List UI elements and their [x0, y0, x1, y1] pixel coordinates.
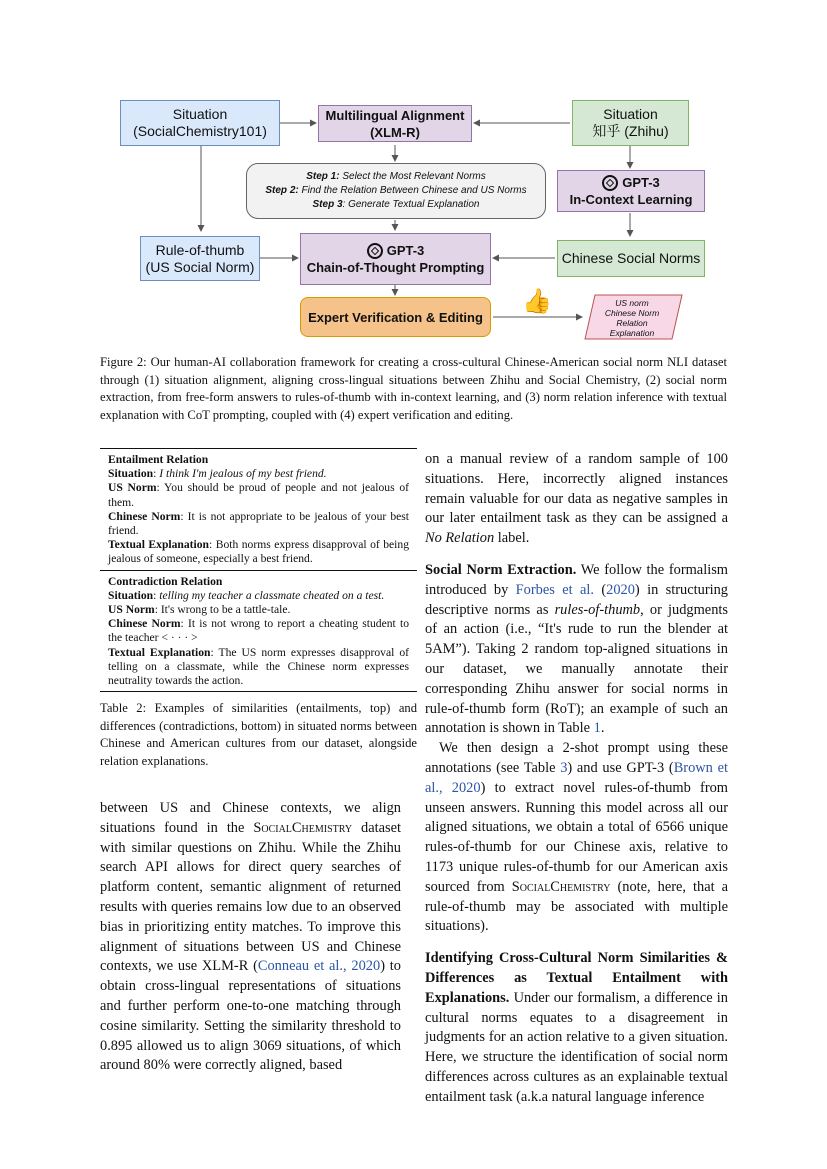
examples-table	[100, 448, 417, 692]
contradiction-cn-norm	[108, 617, 409, 645]
expert-label: Expert Verification & Editing	[308, 309, 483, 325]
right-p1-paren: (	[593, 581, 607, 598]
gpt3-cot-box	[300, 233, 491, 285]
contradiction-exp-text: : The US norm expresses disapproval of telling on a classmate, while the Chinese norm expresses neutrality towards the action.	[108, 645, 410, 688]
output-us-norm: US norm	[615, 298, 649, 308]
contradiction-situation-text: telling my teacher a classmate cheated on a test.	[159, 588, 385, 602]
multilingual-line1: Multilingual Alignment	[325, 107, 465, 123]
left-p1c: ) to obtain cross-lingual representations of situations and further perform one-to-one matching through cosine similarity. Setting the similarity threshold to 0.895 allowed us to align 3069 situations, of which around 80% were correctly aligned, based	[100, 958, 401, 1074]
openai-logo-icon	[602, 175, 618, 191]
rule-of-thumb-line2: (US Social Norm)	[145, 258, 255, 275]
heading-identifying-norms: Identifying Cross-Cultural Norm Similarities & Differences as Textual Entailment with Explanations.	[425, 950, 728, 1006]
gpt3-icl-line2: In-Context Learning	[569, 192, 693, 207]
contradiction-section	[100, 571, 417, 692]
citation-forbes-year[interactable]: 2020	[606, 581, 635, 598]
right-p1-italic: rules-of-thumb	[554, 601, 641, 618]
citation-forbes[interactable]: Forbes et al.	[515, 581, 594, 598]
entailment-section	[100, 449, 417, 570]
entailment-explanation	[108, 538, 409, 566]
entailment-cn-label: Chinese Norm	[108, 509, 181, 523]
openai-logo-icon	[367, 243, 383, 259]
step-1	[306, 170, 486, 184]
contradiction-us-norm	[108, 603, 409, 617]
socialchemistry-name: SocialChemistry	[253, 819, 353, 836]
paragraph-gap	[425, 549, 728, 561]
heading-social-norm-extraction: Social Norm Extraction.	[425, 561, 577, 578]
table-caption: Table 2: Examples of similarities (entailments, top) and differences (contradictions, bottom) in situated norms between Chinese and American cultures from our dataset, alongside relation explanations.	[100, 701, 417, 768]
right-paragraph-0	[425, 450, 728, 549]
left-paragraph	[100, 799, 401, 1076]
right-paragraph-1	[425, 561, 728, 739]
right-p1b: ) in structuring descriptive norms as	[425, 581, 728, 618]
rule-of-thumb-box	[140, 236, 260, 281]
right-p1c: , or judgments of an action (i.e., “It's rude to run the blender at 5AM”). Taking 2 random top-aligned situations in our dataset, we manually annotate their corresponding Zhihu answer for social norms in rule-of-thumb form (RoT); an example of such an annotation is shown in Table	[425, 601, 728, 737]
step-1-text: Select the Most Relevant Norms	[339, 171, 486, 182]
situation-zhihu-box	[572, 100, 689, 146]
contradiction-us-text: : It's wrong to be a tattle-tale.	[154, 603, 291, 617]
entailment-situation-label: Situation	[108, 467, 154, 481]
citation-conneau[interactable]: Conneau et al., 2020	[257, 958, 381, 975]
output-labels	[587, 298, 677, 338]
right-p3: Under our formalism, a difference in cultural norms equates to a disagreement in judgments for an action relative to a given situation. Here, we structure the identification of social norm differences across cultures as an explainable textual entailment task (a.k.a natural language inference	[425, 989, 728, 1105]
left-column-text	[100, 799, 401, 1076]
entailment-us-label: US Norm	[108, 481, 157, 495]
entailment-heading: Entailment Relation	[108, 453, 209, 466]
table-bottom-rule	[100, 691, 417, 692]
right-p1d: .	[600, 720, 605, 737]
contradiction-cn-label: Chinese Norm	[108, 617, 181, 631]
situation-zhihu-line1: Situation	[603, 106, 658, 122]
rule-of-thumb-line1: Rule-of-thumb	[155, 241, 245, 258]
socialchemistry-name-2: SocialChemistry	[511, 878, 611, 895]
step-2-label: Step 2:	[265, 185, 299, 196]
contradiction-cn-text: : It is not wrong to report a cheating student to the teacher < · · · >	[108, 617, 409, 645]
contradiction-situation-label: Situation	[108, 588, 154, 602]
contradiction-explanation	[108, 646, 409, 689]
gpt3-icl-title	[602, 174, 660, 191]
right-p2a: We then design a 2-shot prompt using these annotations (see Table	[425, 740, 728, 776]
right-p0-italic: No Relation	[425, 530, 495, 547]
right-p2b: ) and use GPT-3 (	[567, 759, 674, 776]
step-2	[265, 184, 526, 198]
gpt3-cot-line1: GPT-3	[386, 243, 425, 258]
situation-socialchemistry-box	[120, 100, 280, 146]
entailment-exp-label: Textual Explanation	[108, 538, 209, 552]
right-p2c: ) to extract novel rules-of-thumb from unseen answers. Running this model across all our aligned situations, we obtain a total of 6566 unique rules-of-thumb for our Chinese axis, relative to 1173 unique rules-of-thumb for our American axis sourced from	[425, 779, 728, 895]
chinese-norms-label: Chinese Social Norms	[561, 250, 701, 266]
step-3	[313, 198, 480, 212]
output-explanation: Explanation	[609, 328, 655, 338]
chinese-social-norms-box	[557, 240, 705, 277]
right-paragraph-3	[425, 949, 728, 1107]
step-3-label: Step 3	[312, 199, 343, 210]
right-p1a: We follow the formalism introduced by	[425, 561, 728, 598]
right-p0b: label.	[494, 530, 530, 547]
multilingual-line2: (XLM-R)	[370, 124, 420, 140]
gpt3-icl-line1: GPT-3	[622, 175, 660, 190]
contradiction-heading: Contradiction Relation	[108, 574, 223, 588]
step-3-text: : Generate Textual Explanation	[342, 199, 480, 210]
expert-verification-box	[300, 297, 491, 337]
entailment-us-norm	[108, 481, 409, 509]
contradiction-situation: Situation: telling my teacher a classmate cheated on a test.	[108, 588, 385, 602]
left-p1a: between US and Chinese contexts, we align situations found in the	[100, 800, 401, 836]
entailment-situation: Situation: I think I'm jealous of my best friend.	[108, 467, 327, 481]
output-chinese-norm: Chinese Norm	[604, 308, 660, 318]
contradiction-exp-label: Textual Explanation	[108, 645, 211, 659]
right-paragraph-2	[425, 739, 728, 937]
situation-social-line2: (SocialChemistry101)	[133, 123, 267, 139]
output-relation: Relation	[616, 318, 648, 328]
situation-zhihu-line2: 知乎 (Zhihu)	[592, 123, 669, 139]
framework-figure	[100, 95, 727, 345]
entailment-situation-text: I think I'm jealous of my best friend.	[159, 467, 327, 481]
entailment-us-text: : You should be proud of people and not jealous of them.	[108, 481, 409, 509]
gpt3-cot-title	[367, 242, 425, 259]
right-p2d: (note, here, that a rule-of-thumb may be associated with multiple situations).	[425, 878, 728, 935]
entailment-exp-text: : Both norms express disapproval of being jealous of someone, especially a best friend.	[108, 538, 409, 566]
ref-table-1[interactable]: 1	[593, 720, 601, 737]
situation-social-line1: Situation	[172, 106, 228, 122]
gpt3-cot-line2: Chain-of-Thought Prompting	[306, 260, 485, 275]
ref-table-3[interactable]: 3	[560, 759, 568, 776]
paragraph-gap-2	[425, 937, 728, 949]
gpt3-icl-box	[557, 170, 705, 212]
thumbs-up-icon: 👍	[522, 289, 552, 315]
figure-caption: Figure 2: Our human-AI collaboration framework for creating a cross-cultural Chinese-American social norm NLI dataset through (1) situation alignment, aligning cross-lingual situations between Zhihu and Social Chemistry, (2) social norm extraction, from free-form answers to rules-of-thumb with in-context learning, and (3) norm relation inference with textual explanation with CoT prompting, coupled with (4) expert verification and editing.	[100, 355, 727, 422]
left-p1b: dataset with similar questions on Zhihu. While the Zhihu search API allows for direct query searches of platform content, semantic alignment of returned results with queries remains low due to an observed bias in prioritizing entity matches. To improve this alignment of situations between US and Chinese contexts, we use XLM-R (	[100, 819, 401, 975]
step-1-label: Step 1:	[306, 171, 340, 182]
entailment-cn-norm	[108, 510, 409, 538]
citation-brown[interactable]: Brown et al., 2020	[425, 759, 728, 796]
contradiction-us-label: US Norm	[108, 603, 155, 617]
step-2-text: Find the Relation Between Chinese and US Norms	[298, 185, 527, 196]
multilingual-alignment-box	[318, 105, 472, 142]
entailment-cn-text: : It is not appropriate to be jealous of your best friend.	[108, 509, 410, 538]
right-column-text	[425, 450, 728, 1108]
right-p0a: on a manual review of a random sample of 100 situations. Here, incorrectly aligned instances remain valuable for our data as negative samples in our later entailment task as they can be assigned a	[425, 451, 728, 527]
steps-box	[246, 163, 546, 219]
